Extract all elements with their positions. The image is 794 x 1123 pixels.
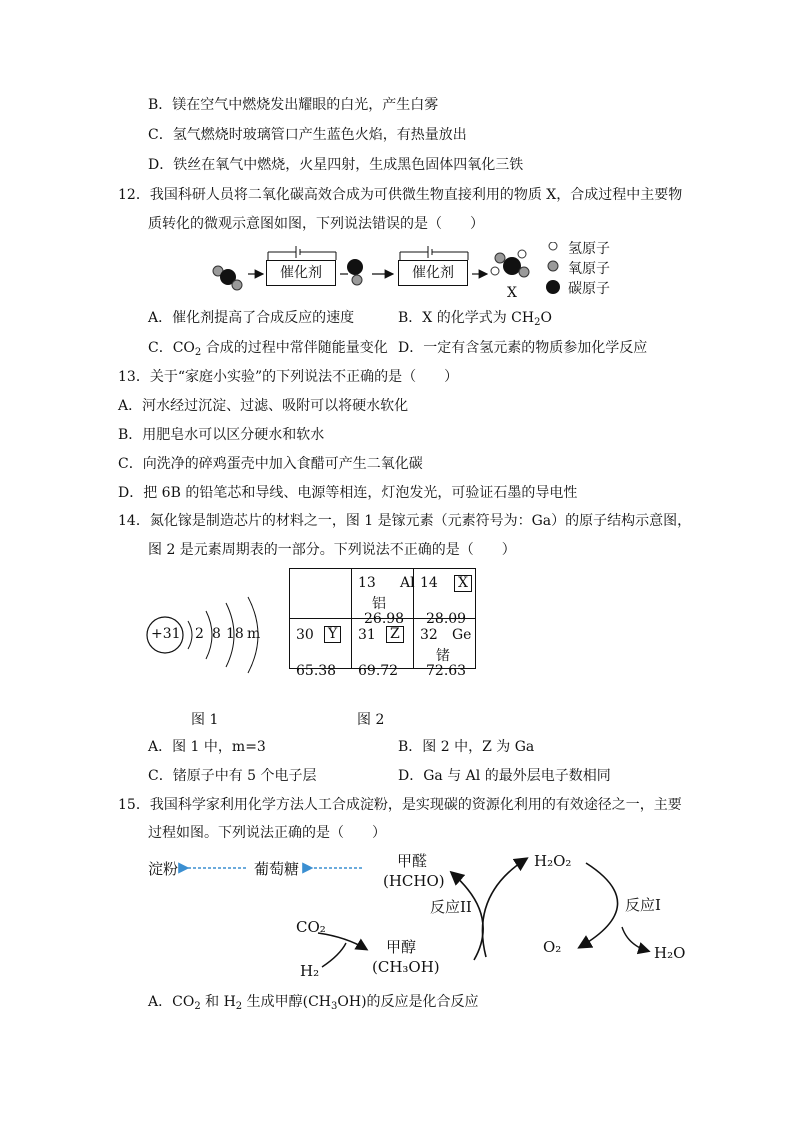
element-name: 铝 [372,596,386,612]
shell-3-count: 18 [226,626,244,642]
electron-shell-arc [188,621,192,649]
legend-oxygen: 氧原子 [568,261,610,277]
power-source-icon [268,246,336,260]
atomic-mass: 69.72 [358,663,399,679]
periodic-cell-y [290,619,352,679]
h2o-label: H₂O [654,944,686,962]
atomic-mass: 72.63 [426,663,467,679]
periodic-cell-al [352,569,415,627]
atomic-number: 32 [420,627,438,643]
methanol-label: 甲醇 [386,938,417,956]
h2-arrow-icon [322,943,346,967]
legend-hydrogen: 氢原子 [568,241,610,257]
atomic-mass: 65.38 [296,663,337,679]
q15-option-a: A．$CO_2$ 和 $H_2$ 生成甲醇$(CH_3OH)$的反应是化合反应 [148,994,479,1012]
q14-stem-line1: 14．氮化镓是制造芯片的材料之一，图 1 是镓元素（元素符号为：Ga）的原子结构示意图， [118,513,692,529]
atomic-number: 31 [358,627,376,643]
power-source-icon [400,246,468,260]
shell-1-count: 2 [195,626,204,642]
q13-option-c: C．向洗净的碎鸡蛋壳中加入食醋可产生二氧化碳 [118,456,423,472]
starch-label: 淀粉 [148,860,179,878]
atomic-mass: 28.09 [426,611,467,627]
q15-stem-line1: 15．我国科学家利用化学方法人工合成淀粉，是实现碳的资源化利用的有效途径之一，主要 [118,797,682,813]
q13-option-b: B．用肥皂水可以区分硬水和软水 [118,427,325,443]
element-symbol: Ge [452,627,472,643]
q14-option-c: C．锗原子中有 5 个电子层 [148,768,317,784]
q12-molecule-svg [0,242,794,322]
figure-2-caption: 图 2 [357,712,385,728]
element-symbol: X [454,575,472,592]
catalyst-box-1: 催化剂 [266,260,336,286]
element-name: 锗 [436,648,450,664]
reaction1-label: 反应I [625,896,661,914]
q11-option-d: D．铁丝在氧气中燃烧，火星四射，生成黑色固体四氧化三铁 [148,157,524,173]
atomic-number: 14 [420,575,438,591]
periodic-cell-empty [290,569,352,619]
atomic-number: 13 [358,575,376,591]
x-molecule-label: X [507,285,517,301]
h2o-arrow-icon [622,927,648,951]
co2-label: CO₂ [296,918,326,936]
q15-stem-line2: 过程如图。下列说法正确的是（ ） [148,825,386,841]
h2o2-label: H₂O₂ [534,852,572,870]
periodic-cell-ge [414,619,476,679]
q12-stem-line2: 质转化的微观示意图如图，下列说法错误的是（ ） [148,216,484,232]
q13-option-a: A．河水经过沉淀、过滤、吸附可以将硬水软化 [118,398,409,414]
q11-option-b: B．镁在空气中燃烧发出耀眼的白光，产生白雾 [148,97,439,113]
periodic-table-excerpt [289,568,476,679]
q13-stem: 13．关于“家庭小实验”的下列说法不正确的是（ ） [118,369,459,385]
glucose-label: 葡萄糖 [254,860,300,878]
reaction2-label: 反应II [430,898,472,916]
carbon-atom-icon [546,280,560,294]
figure-1-caption: 图 1 [191,712,219,728]
co2-molecule-icon [213,266,242,290]
periodic-cell-x [414,569,476,627]
formaldehyde-formula: (HCHO) [383,872,445,890]
q14-stem-line2: 图 2 是元素周期表的一部分。下列说法不正确的是（ ） [148,542,516,558]
hydrogen-atom-icon [549,242,557,250]
q14-option-b: B．图 2 中，Z 为 Ga [398,739,535,755]
formaldehyde-label: 甲醛 [397,852,428,870]
oxygen-atom-icon [548,261,558,271]
legend-carbon: 碳原子 [568,281,610,297]
q14-option-d: D．Ga 与 Al 的最外层电子数相同 [398,768,611,784]
q12-option-d: D．一定有含氢元素的物质参加化学反应 [398,340,648,356]
q12-option-c: C．$CO_2$ 合成的过程中常伴随能量变化 [148,340,388,358]
atomic-number: 30 [296,627,314,643]
q14-option-a: A．图 1 中，m=3 [148,739,266,755]
h2-label: H₂ [300,962,320,980]
o2-label: O₂ [543,938,562,956]
q12-option-a: A．催化剂提高了合成反应的速度 [148,310,355,326]
nucleus-charge: +31 [151,626,181,642]
shell-4-count: m [247,626,261,642]
q13-option-d: D．把 6B 的铅笔芯和导线、电源等相连，灯泡发光，可验证石墨的导电性 [118,485,578,501]
h2o2-curve-arrow [482,859,526,957]
reaction1-curve-arrow [580,863,618,947]
q12-stem-line1: 12．我国科研人员将二氧化碳高效合成为可供微生物直接利用的物质 X，合成过程中主要物 [118,187,683,203]
atomic-mass: 26.98 [364,611,405,627]
element-symbol: Al [400,575,415,591]
catalyst-box-2: 催化剂 [398,260,468,286]
methanol-formula: (CH₃OH) [372,958,440,976]
q12-option-b: B．X 的化学式为 $CH_2O$ [398,310,552,328]
shell-2-count: 8 [212,626,221,642]
co-molecule-icon [347,259,363,285]
q11-option-c: C．氢气燃烧时玻璃管口产生蓝色火焰，有热量放出 [148,127,467,143]
element-symbol: Y [324,626,341,643]
periodic-cell-z [352,619,414,679]
element-symbol: Z [386,626,404,643]
x-molecule-icon [491,250,529,277]
